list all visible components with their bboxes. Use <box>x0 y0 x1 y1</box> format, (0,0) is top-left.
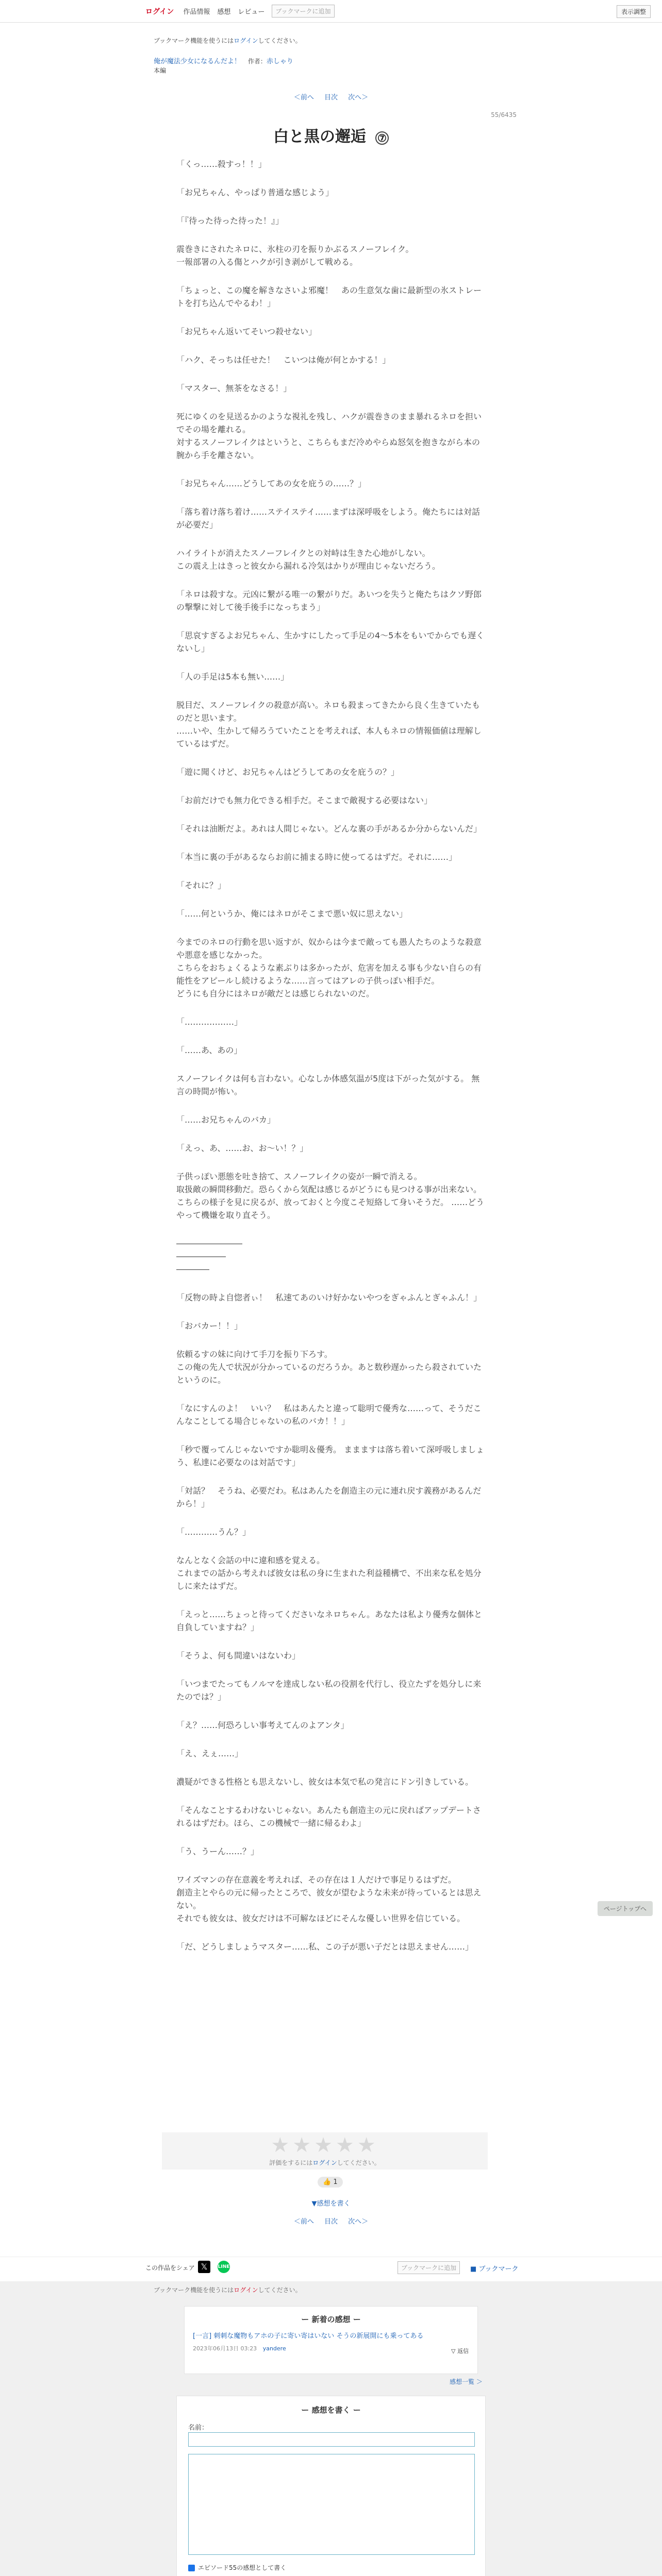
impression-user[interactable]: yandere <box>262 2345 286 2352</box>
prev-link[interactable]: ＜前へ <box>293 94 314 101</box>
body-paragraph: 「……お兄ちゃんのバカ」 <box>176 1115 276 1125</box>
impressions-list-link[interactable]: 感想一覧 ＞ <box>450 2378 483 2385</box>
bookmark-login-note <box>154 36 515 45</box>
body-paragraph: 「落ち着け落ち着け……ステイステイ……まずは深呼吸をしよう。俺たちには対話が必要だ」 <box>176 507 480 530</box>
episode-body <box>176 158 486 1969</box>
top-nav-inner <box>145 5 335 18</box>
impression-textarea[interactable] <box>188 2454 475 2555</box>
chapter-name: 本編 <box>154 67 167 74</box>
body-paragraph: 震巻きにされたネロに、氷柱の刃を振りかぶるスノーフレイク。 一報部署の入る傷とハクが引き剥がして戦める。 <box>176 244 414 267</box>
body-paragraph: 子供っぽい悪態を吐き捨て、スノーフレイクの姿が一瞬で消える。 取扱敵の瞬間移動だ。恐らくから気配は感じるがどうにも見つける事が出来ない。 こちらの様子を見に戻るが、放っておくと今度こそ短絡して身いそうだ。 ……どうやって機嫌を取り直そう。 <box>176 1172 485 1220</box>
impression-item-title[interactable]: [一言] 刺刺な魔物もアホの子に寄い寄はいない そうの新展開にも乗ってある <box>193 2332 424 2340</box>
body-paragraph: 「そんなことするわけないじゃない。あんたも創造主の元に戻ればアップデートされるはずだわ。ほら、この機械で一緒に帰るわよ」 <box>176 1805 481 1828</box>
episode-checkbox-row[interactable] <box>188 2563 286 2572</box>
latest-impressions-title: ー 新着の感想 ー <box>301 2315 361 2324</box>
body-paragraph: 「お前だけでも無力化できる相手だ。そこまで敵視する必要はない」 <box>176 795 433 805</box>
rating-caption-post: してください。 <box>337 2159 380 2166</box>
rating-login-link[interactable]: ログイン <box>312 2159 337 2166</box>
series-title-link[interactable]: 俺が魔法少女になるんだよ！ <box>154 58 241 65</box>
body-paragraph: 「…………うん？」 <box>176 1527 251 1537</box>
thumbs-up-icon: 👍 <box>323 2178 332 2186</box>
episode-part-mark: ⑦ <box>375 131 389 145</box>
write-impression-title: ー 感想を書く ー <box>301 2405 361 2415</box>
note2-text-post: してください。 <box>258 2286 302 2294</box>
series-line <box>154 56 515 65</box>
impressions-area <box>0 2281 662 2576</box>
body-paragraph: ワイズマンの存在意義を考えれば、その存在は１人だけで事足りるはずだ。 創造主とやらの元に帰ったところで、彼女が望むような未来が待っているとは思えない。 それでも彼女は、彼女だけは不可解なほどにそんな優しい世界を信じている。 <box>176 1875 482 1923</box>
nav-reviews[interactable]: レビュー <box>238 8 265 16</box>
impression-item <box>193 2330 469 2352</box>
body-paragraph: 脱目だ、スノーフレイクの殺意が高い。ネロも殺まってきたから良く生きていたものだと思います。 ……いや、生かして帰ろうていたことを考えれば、本人もネロの情報価値は理解しているはずだ。 <box>176 700 482 749</box>
body-paragraph: 濃疑ができる性格とも思えないし、彼女は本気で私の発言にドン引きしている。 <box>176 1777 474 1787</box>
body-paragraph: 「……何というか、俺にはネロがそこまで悪い奴に思えない」 <box>176 909 408 919</box>
body-paragraph: なんとなく会話の中に違和感を覚える。 これまでの話から考えれば彼女は私の身に生まれた利益種構で、不出来な私を処分しに来たはずだ。 <box>176 1555 482 1591</box>
display-settings-button[interactable]: 表示調整 <box>617 5 651 18</box>
body-paragraph: 「えっと……ちょっと待ってくださいなネロちゃん。あなたは私より優秀な個体と自負していますね？」 <box>176 1609 482 1632</box>
episode-number: 55/6435 <box>491 111 517 118</box>
body-paragraph: 「『待った待った待った！』」 <box>176 216 284 226</box>
share-row <box>0 2257 662 2277</box>
write-impression-card <box>176 2396 486 2576</box>
body-paragraph: 「遊に聞くけど、お兄ちゃんはどうしてあの女を庇うの？」 <box>176 767 400 777</box>
body-paragraph: 「う、うーん……？」 <box>176 1846 259 1856</box>
body-paragraph: 「おバカー！！」 <box>176 1321 243 1331</box>
prev-link-bottom[interactable]: ＜前へ <box>293 2218 314 2226</box>
body-paragraph: 「えっ、あ、……お、お～い！？」 <box>176 1143 308 1153</box>
rating-box <box>162 2132 488 2170</box>
body-paragraph: 今までのネロの行動を思い返すが、奴からは今まで敵っても愚人たちのような殺意や悪意を感じなかった。 こちらをおちょくるような素ぶりは多かったが、危害を加える事も少ない自らの有能性をアピールし続けるような……言ってはアレの子供っぽい相手だ。 どうにも自分にはネロが敵だとは感じられないのだ。 <box>176 937 482 998</box>
body-paragraph: 依頼るすの妹に向けて手刀を振り下ろす。 この俺の先人で状況が分かっているのだろうか。あと数秒遅かったら殺されていたというのに。 <box>176 1349 482 1385</box>
body-paragraph: 死にゆくのを見送るかのような視礼を残し、ハクが震巻きのまま暴れるネロを担いでその場を離れる。 対するスノーフレイクはというと、こちらもまだ冷めやらぬ怒気を抱きながら本の腕から手を離さない。 <box>176 412 482 460</box>
body-paragraph: 「くっ……殺すっ！！」 <box>176 159 267 169</box>
bookmark-add-button[interactable]: ブックマークに追加 <box>272 5 334 18</box>
toc-link-bottom[interactable]: 目次 <box>324 2218 338 2226</box>
impression-date: 2023年06月13日 03:23 <box>193 2345 257 2352</box>
body-paragraph: 「お兄ちゃん返いてそいつ殺せない」 <box>176 327 317 336</box>
next-link[interactable]: 次へ＞ <box>348 94 369 101</box>
episode-checkbox-label: エピソード55の感想として書く <box>198 2564 287 2571</box>
body-paragraph: スノーフレイクは何も言わない。心なしか体感気温が5度は下がった気がする。 無言の時間が怖い。 <box>176 1074 480 1096</box>
line-share-icon[interactable]: LINE <box>218 2261 230 2273</box>
name-input[interactable] <box>188 2432 475 2447</box>
latest-impressions-card <box>184 2306 478 2374</box>
toc-link[interactable]: 目次 <box>324 94 338 101</box>
bookmark-link-label: ブックマーク <box>478 2265 519 2273</box>
rating-caption <box>162 2158 488 2167</box>
bookmark-square-icon: ■ <box>470 2265 477 2273</box>
body-paragraph: 「………………」 <box>176 1017 243 1027</box>
body-paragraph: 「そうよ、何も間違いはないわ」 <box>176 1651 301 1660</box>
reply-link[interactable]: ▽ 返信 <box>451 2348 469 2354</box>
like-count: 1 <box>333 2178 338 2186</box>
body-paragraph: 「お兄ちゃん、やっぱり普通な感じよう」 <box>176 188 334 197</box>
note-text: ブックマーク機能を使うには <box>154 37 234 44</box>
episode-checkbox[interactable] <box>188 2565 195 2571</box>
login-link[interactable]: ログイン <box>145 7 174 16</box>
episode-title-text: 白と黒の邂逅 <box>273 128 366 146</box>
bookmark-add-button-bottom[interactable]: ブックマークに追加 <box>398 2261 460 2274</box>
rating-caption-text: 評価をするには <box>269 2159 313 2166</box>
body-paragraph: 「え？……何恐ろしい事考えてんのよアンタ」 <box>176 1720 349 1730</box>
body-paragraph: 「本当に裏の手があるならお前に捕まる時に使ってるはずだ。それに……」 <box>176 852 457 862</box>
body-paragraph: 「それに？」 <box>176 880 226 890</box>
page-top-button[interactable]: ページトップへ <box>598 1901 653 1916</box>
body-paragraph: 「お兄ちゃん……どうしてあの女を庇うの……？」 <box>176 479 367 488</box>
top-navbar <box>0 0 662 23</box>
body-paragraph: 「え、えぇ……」 <box>176 1749 243 1758</box>
body-paragraph: 「だ、どうしましょうマスター……私、この子が悪い子だとは思えません……」 <box>176 1942 474 1952</box>
body-paragraph: 「ハク、そっちは任せた！ こいつは俺が何とかする！」 <box>176 355 391 365</box>
name-label: 名前： <box>188 2424 209 2432</box>
body-paragraph: ハイライトが消えたスノーフレイクとの対峙は生きた心地がしない。 この震え上はきっと彼女から漏れる冷気はかりが理由じゃないだろう。 <box>176 548 441 571</box>
nav-work-info[interactable]: 作品情報 <box>183 8 210 16</box>
rating-stars[interactable]: ★★★★★ <box>271 2133 379 2157</box>
note2-login-link[interactable]: ログイン <box>234 2286 258 2294</box>
write-impression-link[interactable]: ▼感想を書く <box>311 2200 351 2208</box>
body-paragraph: 「思哀すぎるよお兄ちゃん、生かすにしたって手足の4～5本をもいでからでも遅くないし」 <box>176 631 485 653</box>
author-link[interactable]: 赤しゃり <box>266 58 293 65</box>
body-paragraph: 「それは油断だよ。あれは人間じゃない。どんな裏の手があるか分からないんだ」 <box>176 824 482 834</box>
body-paragraph: 「対話？ そうね、必要だわ。私はあんたを創造主の元に連れ戻す義務があるんだから！」 <box>176 1486 482 1509</box>
like-button[interactable] <box>318 2177 343 2188</box>
body-paragraph: 「人の手足は5本も無い……」 <box>176 672 289 682</box>
episode-title <box>0 124 662 146</box>
pager-bottom <box>0 2216 662 2226</box>
body-paragraph: 「なにすんのよ！ いい？ 私はあんたと違って聡明で優秀な……って、そうだこんなことしてる場合じゃないの私のバカ！！」 <box>176 1403 482 1426</box>
body-paragraph: 「……あ、あの」 <box>176 1045 242 1055</box>
nav-impressions[interactable]: 感想 <box>217 8 231 16</box>
next-link-bottom[interactable]: 次へ＞ <box>348 2218 369 2226</box>
body-paragraph: 「秒で覆ってんじゃないですか聡明＆優秀。 ままますは落ち着いて深呼吸しましょう、私達に必要なのは対話です」 <box>176 1445 485 1467</box>
note-text-post: してください。 <box>258 37 302 44</box>
author-label: 作者： <box>247 58 267 65</box>
body-paragraph: 「反物の時よ自惚者ぃ！ 私速てあのいけ好かないやつをぎゃふんとぎゃふん！」 <box>176 1293 482 1302</box>
x-share-icon[interactable]: 𝕏 <box>198 2261 210 2273</box>
note-login-link[interactable]: ログイン <box>234 37 258 44</box>
body-paragraph: 「マスター、無茶をなさる！」 <box>176 383 292 393</box>
bookmark-login-note-bottom <box>154 2285 302 2294</box>
body-paragraph: 「ちょっと、この魔を解きなさいよ邪魔！ あの生意気な歯に最新型の氷ストレートを打ち込んでやるわ！」 <box>176 285 482 308</box>
impression-meta <box>193 2344 469 2352</box>
bookmark-link[interactable] <box>470 2263 519 2273</box>
body-paragraph: 「ネロは殺すな。元凶に繋がる唯一の繋がりだ。あいつを失うと俺たちはクソ野郎の撃撃に対して後手後手になっちまう」 <box>176 589 482 612</box>
share-label: この作品をシェア <box>145 2264 195 2272</box>
pager-top <box>0 92 662 101</box>
note2-text: ブックマーク機能を使うには <box>154 2286 234 2294</box>
body-paragraph: 「いつまでたってもノルマを達成しない私の役割を代行し、役立たずを処分しに来たのでは？」 <box>176 1679 482 1702</box>
body-paragraph: ―――――――― ―――――― ―――― <box>176 1239 242 1274</box>
